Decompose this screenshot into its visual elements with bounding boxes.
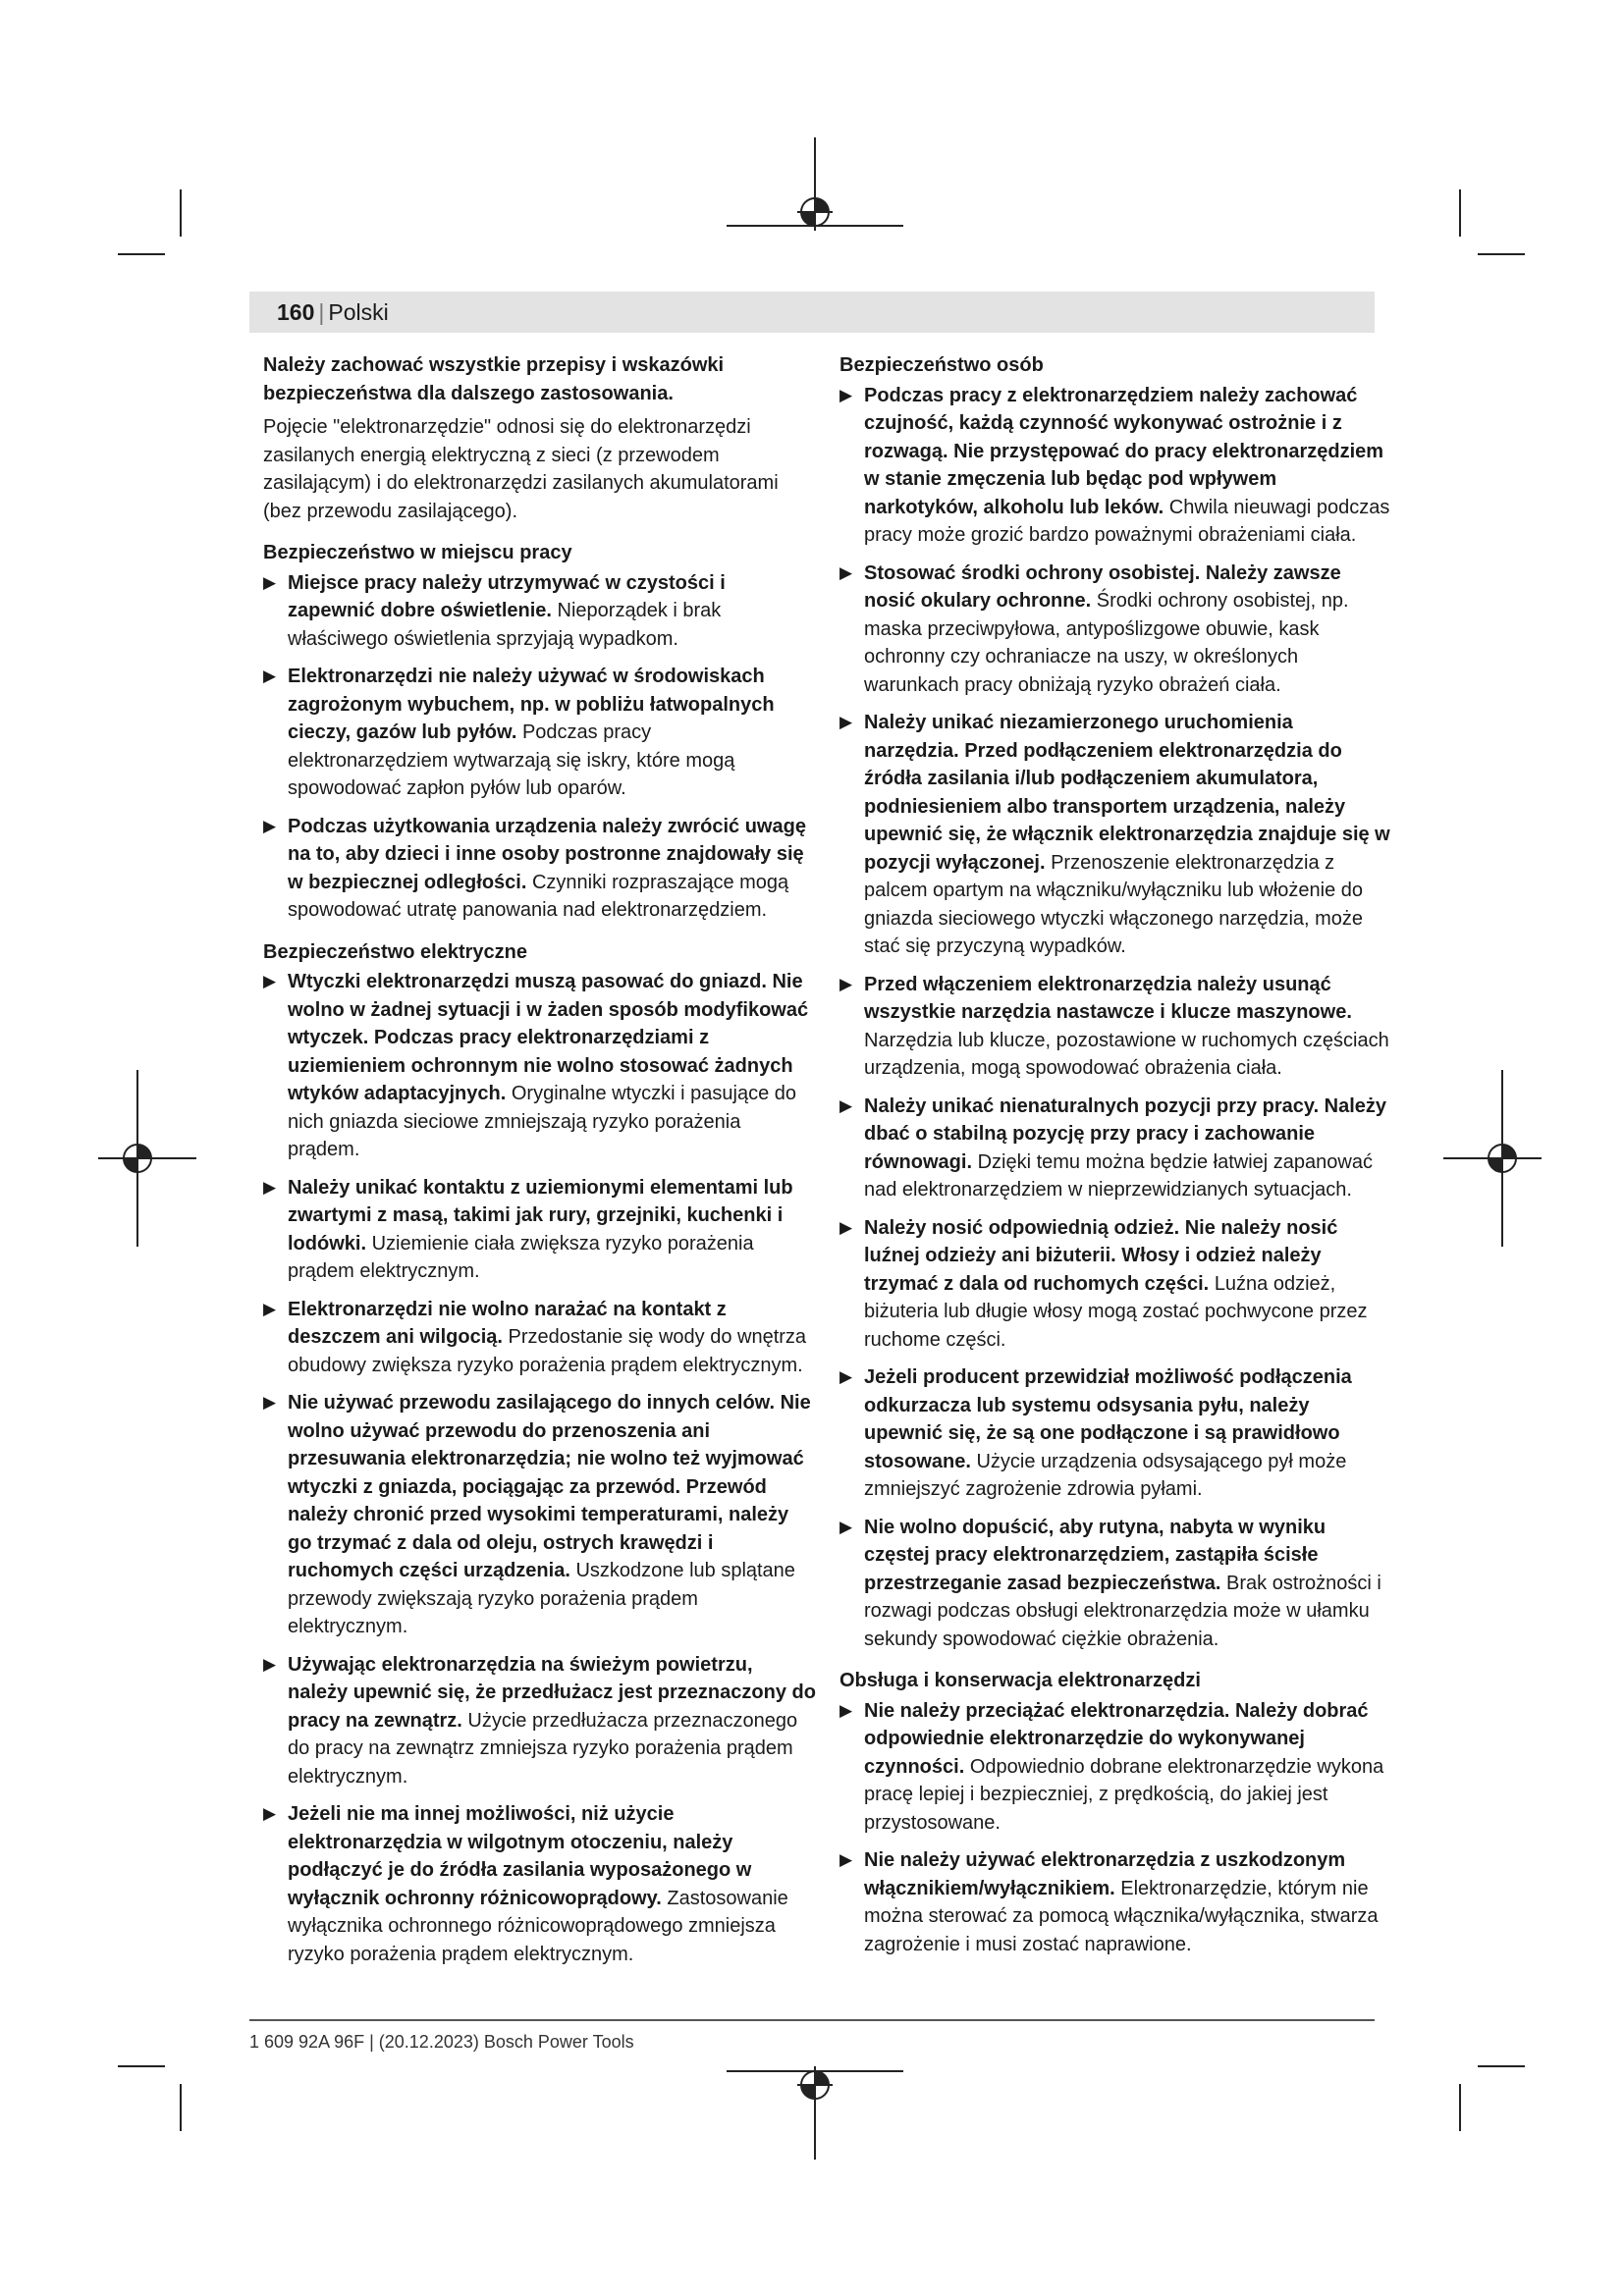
left-column bbox=[263, 351, 816, 1978]
item-bold: Elektronarzędzi nie należy używać w środowiskach zagrożonym wybuchem, np. w pobliżu łatwopalnych cieczy, gazów lub pyłów. bbox=[288, 666, 775, 743]
section-title: Polski bbox=[328, 299, 389, 325]
item-bold: Wtyczki elektronarzędzi muszą pasować do gniazd. Nie wolno w żadnej sytuacji i w żaden sposób modyfikować wtyczek. Podczas pracy elektronarzędziami z uziemieniem ochronnym nie wolno stosować żadnych wtyków adaptacyjnych. bbox=[288, 971, 809, 1104]
bullet-icon: ▶ bbox=[263, 1393, 277, 1412]
item-text: Oryginalne wtyczki i pasujące do nich gniazda sieciowe zmniejszają ryzyko porażenia prądem. bbox=[288, 1083, 796, 1160]
item-bold: Jeżeli producent przewidział możliwość podłączenia odkurzacza lub systemu odsysania pyłu, należy upewnić się, że są one podłączone i są prawidłowo stosowane. bbox=[864, 1366, 1352, 1472]
list-item bbox=[839, 1363, 1392, 1504]
list-item bbox=[839, 560, 1392, 700]
bullet-icon: ▶ bbox=[263, 1654, 277, 1674]
bullet-icon: ▶ bbox=[839, 713, 853, 731]
list-item bbox=[839, 382, 1392, 550]
item-text: Chwila nieuwagi podczas pracy może grozić bardzo poważnymi obrażeniami ciała. bbox=[864, 496, 1390, 546]
item-text: Brak ostrożności i rozwagi podczas obsługi elektronarzędzia może w ułamku sekundy spowodować ciężkie obrażenia. bbox=[864, 1572, 1381, 1650]
section-heading: Bezpieczeństwo w miejscu pracy bbox=[263, 542, 572, 563]
list-item bbox=[263, 1174, 816, 1286]
safety-list bbox=[839, 382, 1392, 1654]
item-text: Odpowiednio dobrane elektronarzędzie wykona pracę lepiej i bezpieczniej, z prędkością, do jakiej jest przystosowane. bbox=[864, 1755, 1384, 1834]
registration-mark-bottom-icon bbox=[727, 2042, 903, 2160]
bullet-icon: ▶ bbox=[839, 385, 853, 404]
crop-mark-tr-v bbox=[1459, 189, 1461, 237]
bullet-icon: ▶ bbox=[263, 1804, 277, 1823]
item-bold: Nie należy przeciążać elektronarzędzia. Należy dobrać odpowiednie elektronarzędzie do wykonywanej czynności. bbox=[864, 1699, 1369, 1778]
crop-mark-tr-h bbox=[1478, 253, 1525, 255]
item-bold: Elektronarzędzi nie wolno narażać na kontakt z deszczem ani wilgocią. bbox=[288, 1298, 727, 1348]
item-bold: Używając elektronarzędzia na świeżym powietrzu, należy upewnić się, że przedłużacz jest przeznaczony do pracy na zewnątrz. bbox=[288, 1653, 816, 1732]
list-item bbox=[263, 1651, 816, 1791]
list-item bbox=[839, 1214, 1392, 1355]
crop-mark-br-v bbox=[1459, 2084, 1461, 2131]
crop-mark-tl-h bbox=[118, 253, 165, 255]
list-item bbox=[263, 968, 816, 1164]
list-item bbox=[839, 1697, 1392, 1838]
list-item bbox=[263, 663, 816, 803]
list-item bbox=[839, 709, 1392, 961]
item-bold: Stosować środki ochrony osobistej. Należy zawsze nosić okulary ochronne. bbox=[864, 561, 1341, 612]
item-bold: Nie używać przewodu zasilającego do innych celów. Nie wolno używać przewodu do przenoszenia ani przesuwania elektronarzędzia; nie wolno też wyjmować wtyczki z gniazda, pociągając za przewód. Przewód należy chronić przed wysokimi temperaturami, należy go trzymać z dala od oleju, ostrych krawędzi i ruchomych części urządzenia. bbox=[288, 1392, 811, 1581]
item-text: Użycie przedłużacza przeznaczonego do pracy na zewnątrz zmniejsza ryzyko porażenia prądem elektrycznym. bbox=[288, 1709, 798, 1788]
item-bold: Należy unikać niezamierzonego uruchomienia narzędzia. Przed podłączeniem elektronarzędzia do źródła zasilania i/lub podłączeniem akumulatora, podniesieniem albo transportem urządzenia, należy upewnić się, że włącznik elektronarzędzia znajduje się w pozycji wyłączonej. bbox=[864, 712, 1390, 874]
safety-list bbox=[263, 968, 816, 1968]
item-text: Uszkodzone lub splątane przewody zwiększają ryzyko porażenia prądem elektrycznym. bbox=[288, 1560, 795, 1637]
bullet-icon: ▶ bbox=[839, 1517, 853, 1536]
bullet-icon: ▶ bbox=[839, 1095, 853, 1115]
intro-bold: Należy zachować wszystkie przepisy i wskazówki bezpieczeństwa dla dalszego zastosowania. bbox=[263, 354, 725, 404]
footer-rule bbox=[249, 2019, 1375, 2021]
section-heading: Bezpieczeństwo elektryczne bbox=[263, 940, 527, 963]
list-item bbox=[263, 1800, 816, 1968]
list-item bbox=[263, 1389, 816, 1641]
item-text: Elektronarzędzie, którym nie można sterować za pomocą włącznika/wyłącznika, stwarza zagrożenie i musi zostać naprawione. bbox=[864, 1877, 1379, 1955]
bullet-icon: ▶ bbox=[263, 972, 277, 990]
list-item bbox=[839, 971, 1392, 1083]
intro-text: Pojęcie "elektronarzędzie" odnosi się do elektronarzędzi zasilanych energią elektryczną z sieci (z przewodem zasilającym) i do elektronarzędzi zasilanych akumulatorami (bez przewodu zasilającego). bbox=[263, 416, 779, 522]
item-bold: Należy unikać nienaturalnych pozycji przy pracy. Należy dbać o stabilną pozycję przy pracy i zachowanie równowagi. bbox=[864, 1095, 1387, 1173]
crop-mark-tl-v bbox=[180, 189, 182, 237]
crop-mark-bl-v bbox=[180, 2084, 182, 2131]
list-item bbox=[263, 813, 816, 925]
list-item bbox=[839, 1846, 1392, 1958]
item-bold: Należy unikać kontaktu z uziemionymi elementami lub zwartymi z masą, takimi jak rury, grzejniki, kuchenki i lodówki. bbox=[288, 1176, 793, 1255]
page-header bbox=[277, 297, 389, 327]
safety-list bbox=[263, 569, 816, 925]
safety-list bbox=[839, 1697, 1392, 1959]
section-heading: Obsługa i konserwacja elektronarzędzi bbox=[839, 1670, 1201, 1691]
bullet-icon: ▶ bbox=[263, 1299, 277, 1318]
page-number: 160 bbox=[277, 299, 315, 325]
list-item bbox=[839, 1514, 1392, 1654]
bullet-icon: ▶ bbox=[839, 1367, 853, 1386]
crop-mark-br-h bbox=[1478, 2065, 1525, 2067]
right-column bbox=[839, 351, 1392, 1968]
list-item bbox=[263, 569, 816, 654]
item-text: Użycie urządzenia odsysającego pył może zmniejszyć zagrożenie zdrowia pyłami. bbox=[864, 1450, 1347, 1500]
item-text: Zastosowanie wyłącznika ochronnego różnicowoprądowego zmniejsza ryzyko porażenia prądem elektrycznym. bbox=[288, 1887, 788, 1965]
item-bold: Podczas użytkowania urządzenia należy zwrócić uwagę na to, aby dzieci i inne osoby postronne znajdowały się w bezpiecznej odległości. bbox=[288, 815, 806, 893]
list-item bbox=[839, 1093, 1392, 1204]
item-bold: Nie wolno dopuścić, aby rutyna, nabyta w wyniku częstej pracy elektronarzędziem, zastąpiła ścisłe przestrzeganie zasad bezpieczeństwa. bbox=[864, 1516, 1326, 1594]
registration-mark-left-icon bbox=[98, 1070, 196, 1247]
page-header-bar bbox=[249, 292, 1375, 333]
bullet-icon: ▶ bbox=[263, 667, 277, 685]
item-bold: Przed włączeniem elektronarzędzia należy usunąć wszystkie narzędzia nastawcze i klucze maszynowe. bbox=[864, 973, 1352, 1023]
section-heading: Bezpieczeństwo osób bbox=[839, 354, 1044, 376]
item-text: Podczas pracy elektronarzędziem wytwarzają się iskry, które mogą spowodować zapłon pyłów lub oparów. bbox=[288, 721, 735, 799]
item-text: Przenoszenie elektronarzędzia z palcem opartym na włączniku/wyłączniku lub włożenie do gniazda sieciowego wtyczki włączonego narzędzia, może stać się przyczyną wypadków. bbox=[864, 851, 1364, 957]
bullet-icon: ▶ bbox=[839, 1850, 853, 1869]
item-bold: Nie należy używać elektronarzędzia z uszkodzonym włącznikiem/wyłącznikiem. bbox=[864, 1849, 1346, 1899]
list-item bbox=[263, 1296, 816, 1380]
item-text: Uziemienie ciała zwiększa ryzyko porażenia prądem elektrycznym. bbox=[288, 1232, 754, 1282]
bullet-icon: ▶ bbox=[839, 1217, 853, 1237]
item-text: Luźna odzież, biżuteria lub długie włosy mogą zostać pochwycone przez ruchome części. bbox=[864, 1272, 1368, 1351]
item-text: Środki ochrony osobistej, np. maska przeciwpyłowa, antypoślizgowe obuwie, kask ochronny czy ochraniacze na uszy, w określonych warunkach pracy obniżają ryzyko obrażeń ciała. bbox=[864, 590, 1349, 696]
item-text: Narzędzia lub klucze, pozostawione w ruchomych częściach urządzenia, mogą spowodować obrażenia ciała. bbox=[864, 1029, 1389, 1079]
registration-mark-top-icon bbox=[727, 137, 903, 255]
item-text: Przedostanie się wody do wnętrza obudowy zwiększa ryzyko porażenia prądem elektrycznym. bbox=[288, 1326, 807, 1376]
bullet-icon: ▶ bbox=[839, 974, 853, 993]
item-bold: Należy nosić odpowiednią odzież. Nie należy nosić luźnej odzieży ani biżuterii. Włosy i odzież należy trzymać z dala od ruchomych części. bbox=[864, 1216, 1338, 1295]
item-text: Dzięki temu można będzie łatwiej zapanować nad elektronarzędziem w nieprzewidzianych sytuacjach. bbox=[864, 1150, 1373, 1201]
header-separator: | bbox=[318, 299, 325, 325]
page-footer: 1 609 92A 96F | (20.12.2023) Bosch Power Tools bbox=[249, 2032, 634, 2052]
item-bold: Jeżeli nie ma innej możliwości, niż użycie elektronarzędzia w wilgotnym otoczeniu, należy podłączyć je do źródła zasilania wyposażonego w wyłącznik ochronny różnicowoprądowy. bbox=[288, 1803, 752, 1909]
item-text: Czynniki rozpraszające mogą spowodować utratę panowania nad elektronarzędziem. bbox=[288, 871, 789, 921]
bullet-icon: ▶ bbox=[839, 1700, 853, 1720]
crop-mark-bl-h bbox=[118, 2065, 165, 2067]
bullet-icon: ▶ bbox=[263, 816, 277, 835]
registration-mark-right-icon bbox=[1443, 1070, 1542, 1247]
item-bold: Miejsce pracy należy utrzymywać w czystości i zapewnić dobre oświetlenie. bbox=[288, 571, 726, 621]
item-text: Nieporządek i brak właściwego oświetlenia sprzyjają wypadkom. bbox=[288, 600, 722, 650]
bullet-icon: ▶ bbox=[263, 1177, 277, 1197]
item-bold: Podczas pracy z elektronarzędziem należy zachować czujność, każdą czynność wykonywać ostrożnie i z rozwagą. Nie przystępować do pracy elektronarzędziem w stanie zmęczenia lub będąc pod wpływem narkotyków, alkoholu lub leków. bbox=[864, 384, 1384, 518]
bullet-icon: ▶ bbox=[263, 572, 277, 592]
bullet-icon: ▶ bbox=[839, 562, 853, 582]
